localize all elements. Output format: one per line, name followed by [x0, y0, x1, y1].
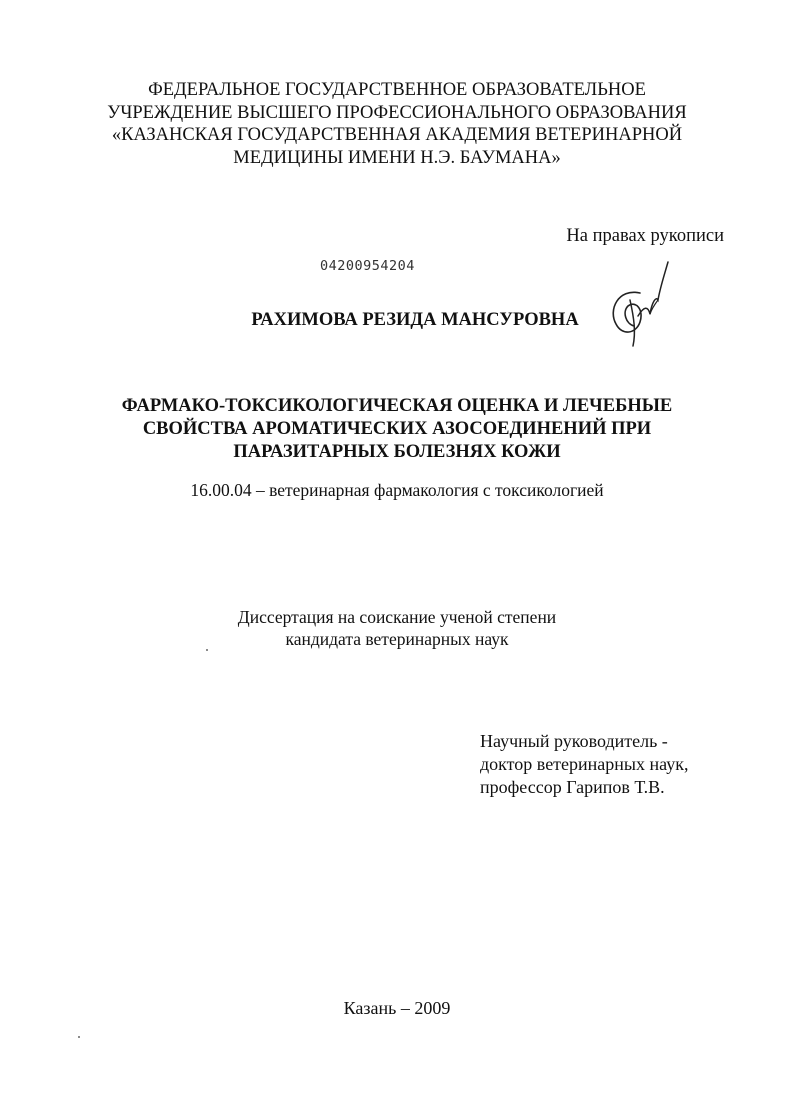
institution-line-3: «КАЗАНСКАЯ ГОСУДАРСТВЕННАЯ АКАДЕМИЯ ВЕТЕРИНАРНОЙ	[111, 125, 683, 145]
institution-header	[0, 79, 794, 169]
scan-speck	[78, 1036, 80, 1038]
city-year: Казань – 2009	[343, 998, 451, 1018]
institution-line-2: УЧРЕЖДЕНИЕ ВЫСШЕГО ПРОФЕССИОНАЛЬНОГО ОБРАЗОВАНИЯ	[107, 102, 687, 123]
supervisor-line-3: профессор Гарипов Т.В.	[480, 777, 665, 797]
degree-line-2: кандидата ветеринарных наук	[285, 629, 509, 649]
degree-line-1: Диссертация на соискание ученой степени	[237, 607, 557, 627]
institution-line-4: МЕДИЦИНЫ ИМЕНИ Н.Э. БАУМАНА»	[233, 147, 561, 168]
title-line-2: СВОЙСТВА АРОМАТИЧЕСКИХ АЗОСОЕДИНЕНИЙ ПРИ	[142, 419, 652, 439]
manuscript-note: На правах рукописи	[566, 226, 724, 246]
dissertation-title	[0, 395, 794, 464]
author-name: РАХИМОВА РЕЗИДА МАНСУРОВНА	[251, 310, 579, 330]
scan-speck	[206, 649, 208, 651]
title-line-3: ПАРАЗИТАРНЫХ БОЛЕЗНЯХ КОЖИ	[233, 442, 561, 462]
title-line-1: ФАРМАКО-ТОКСИКОЛОГИЧЕСКАЯ ОЦЕНКА И ЛЕЧЕБНЫЕ	[121, 396, 673, 416]
degree-statement	[0, 606, 794, 650]
supervisor-line-1: Научный руководитель -	[480, 731, 668, 751]
library-stamp-number: 04200954204	[320, 258, 415, 274]
signature-icon	[600, 258, 680, 358]
institution-line-1: ФЕДЕРАЛЬНОЕ ГОСУДАРСТВЕННОЕ ОБРАЗОВАТЕЛЬНОЕ	[148, 80, 646, 100]
supervisor-line-2: доктор ветеринарных наук,	[480, 754, 689, 774]
specialty-code: 16.00.04 – ветеринарная фармакология с токсикологией	[190, 480, 604, 500]
supervisor-block	[480, 730, 688, 799]
